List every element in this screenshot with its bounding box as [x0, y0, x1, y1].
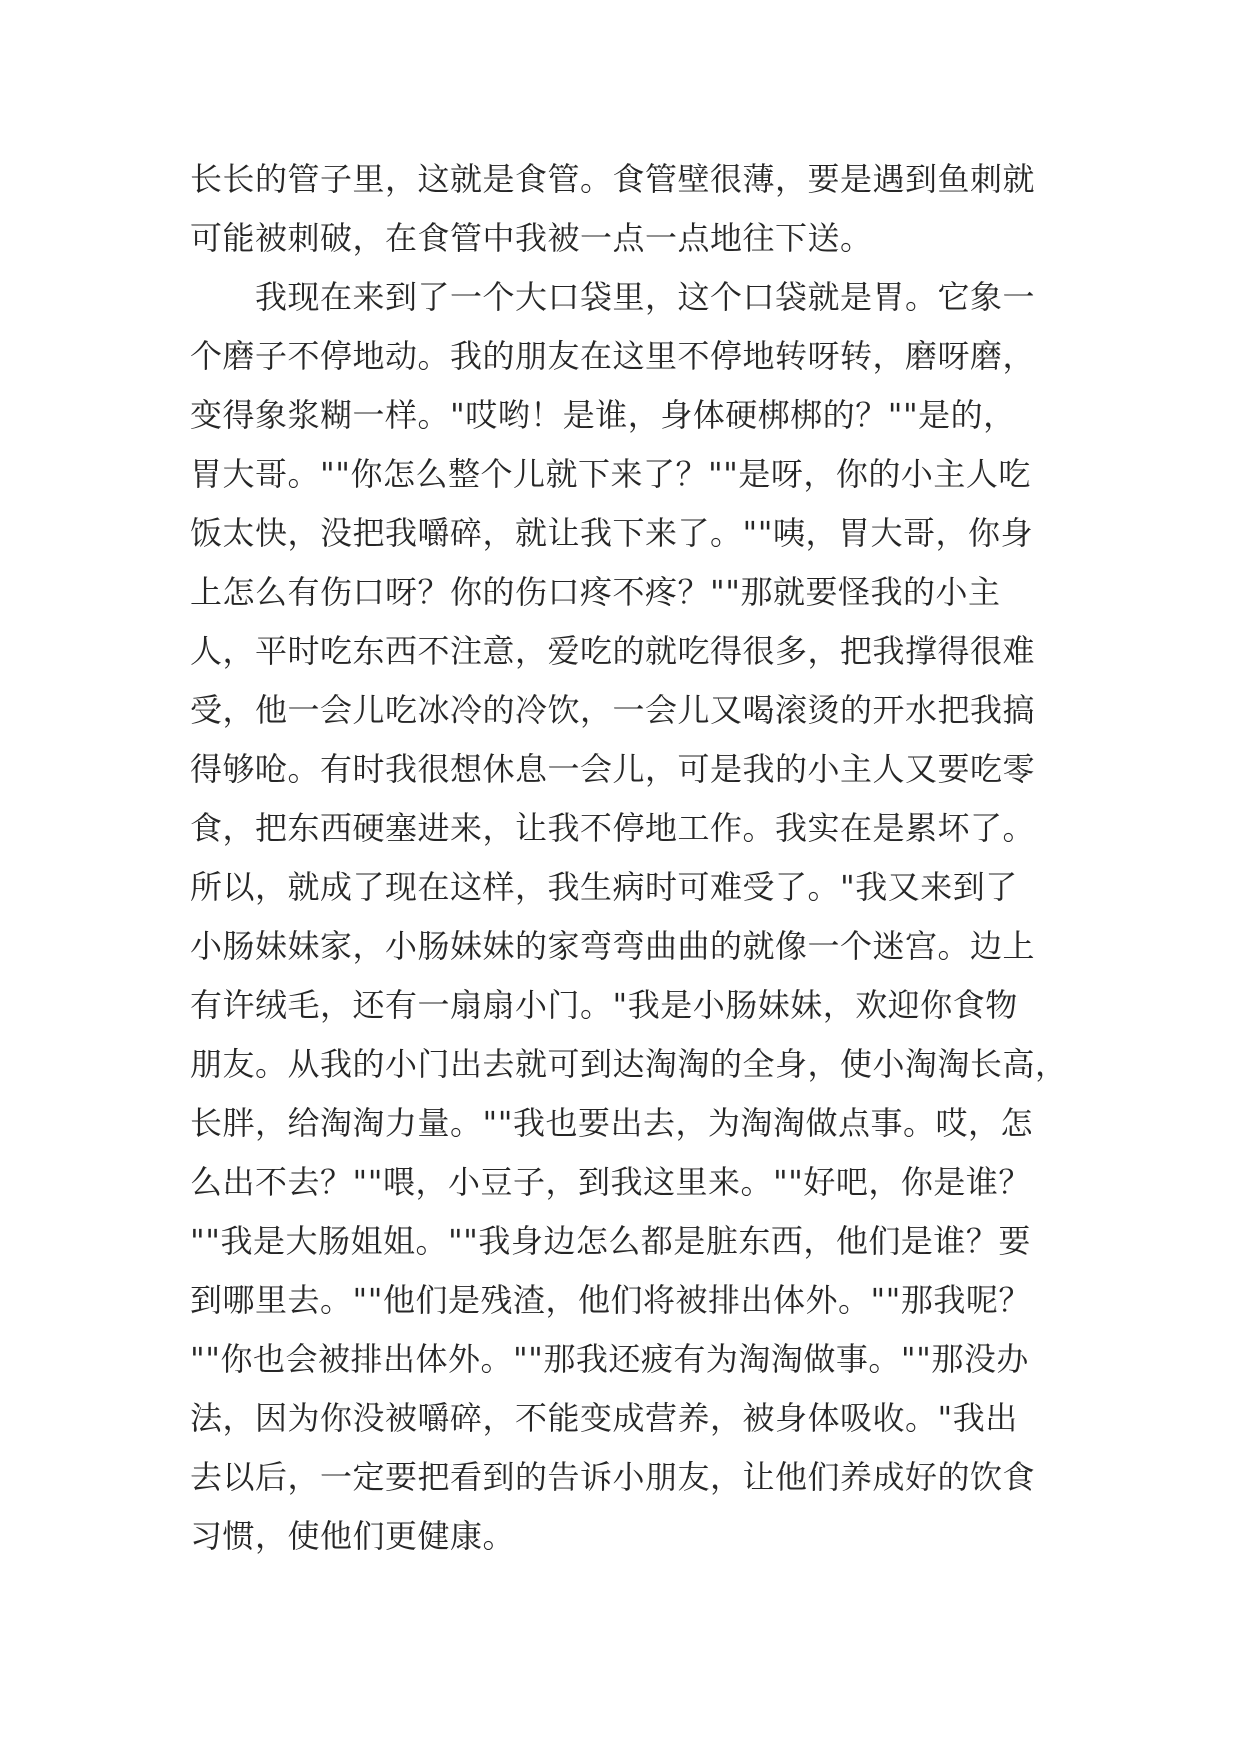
- text-line: 变得象浆糊一样。"哎哟！是谁，身体硬梆梆的？""是的，: [190, 396, 1016, 434]
- text-line: 得够呛。有时我很想休息一会儿，可是我的小主人又要吃零: [190, 750, 1036, 788]
- text-line: 个磨子不停地动。我的朋友在这里不停地转呀转，磨呀磨，: [190, 337, 1036, 375]
- text-line: 到哪里去。""他们是残渣，他们将被排出体外。""那我呢？: [190, 1281, 1031, 1319]
- text-line: 受，他一会儿吃冰冷的冷饮，一会儿又喝滚烫的开水把我搞: [190, 691, 1036, 729]
- text-line: ""你也会被排出体外。""那我还疲有为淘淘做事。""那没办: [190, 1340, 1029, 1378]
- text-line: ""我是大肠姐姐。""我身边怎么都是脏东西，他们是谁？要: [190, 1222, 1031, 1260]
- text-line: 小肠妹妹家，小肠妹妹的家弯弯曲曲的就像一个迷宫。边上: [190, 927, 1036, 965]
- text-line: 有许绒毛，还有一扇扇小门。"我是小肠妹妹，欢迎你食物: [190, 986, 1018, 1024]
- text-line: 么出不去？""喂，小豆子，到我这里来。""好吧，你是谁？: [190, 1163, 1031, 1201]
- text-line: 朋友。从我的小门出去就可到达淘淘的全身，使小淘淘长高，: [190, 1045, 1068, 1083]
- text-line: 去以后，一定要把看到的告诉小朋友，让他们养成好的饮食: [190, 1458, 1036, 1496]
- text-line: 长长的管子里，这就是食管。食管壁很薄，要是遇到鱼刺就: [190, 160, 1036, 198]
- body-text: [190, 150, 1070, 1566]
- text-line: 法，因为你没被嚼碎，不能变成营养，被身体吸收。"我出: [190, 1399, 1018, 1437]
- text-line: 可能被刺破，在食管中我被一点一点地往下送。: [190, 219, 873, 257]
- text-line: 长胖，给淘淘力量。""我也要出去，为淘淘做点事。哎，怎: [190, 1104, 1033, 1142]
- text-line: 习惯，使他们更健康。: [190, 1517, 516, 1555]
- text-line: 饭太快，没把我嚼碎，就让我下来了。""咦，胃大哥，你身: [190, 514, 1033, 552]
- text-line: 所以，就成了现在这样，我生病时可难受了。"我又来到了: [190, 868, 1018, 906]
- text-line: 食，把东西硬塞进来，让我不停地工作。我实在是累坏了。: [190, 809, 1036, 847]
- text-line: 我现在来到了一个大口袋里，这个口袋就是胃。它象一: [190, 278, 1036, 316]
- text-line: 上怎么有伤口呀？你的伤口疼不疼？""那就要怪我的小主: [190, 573, 1001, 611]
- text-line: 胃大哥。""你怎么整个儿就下来了？""是呀，你的小主人吃: [190, 455, 1031, 493]
- text-line: 人，平时吃东西不注意，爱吃的就吃得很多，把我撑得很难: [190, 632, 1036, 670]
